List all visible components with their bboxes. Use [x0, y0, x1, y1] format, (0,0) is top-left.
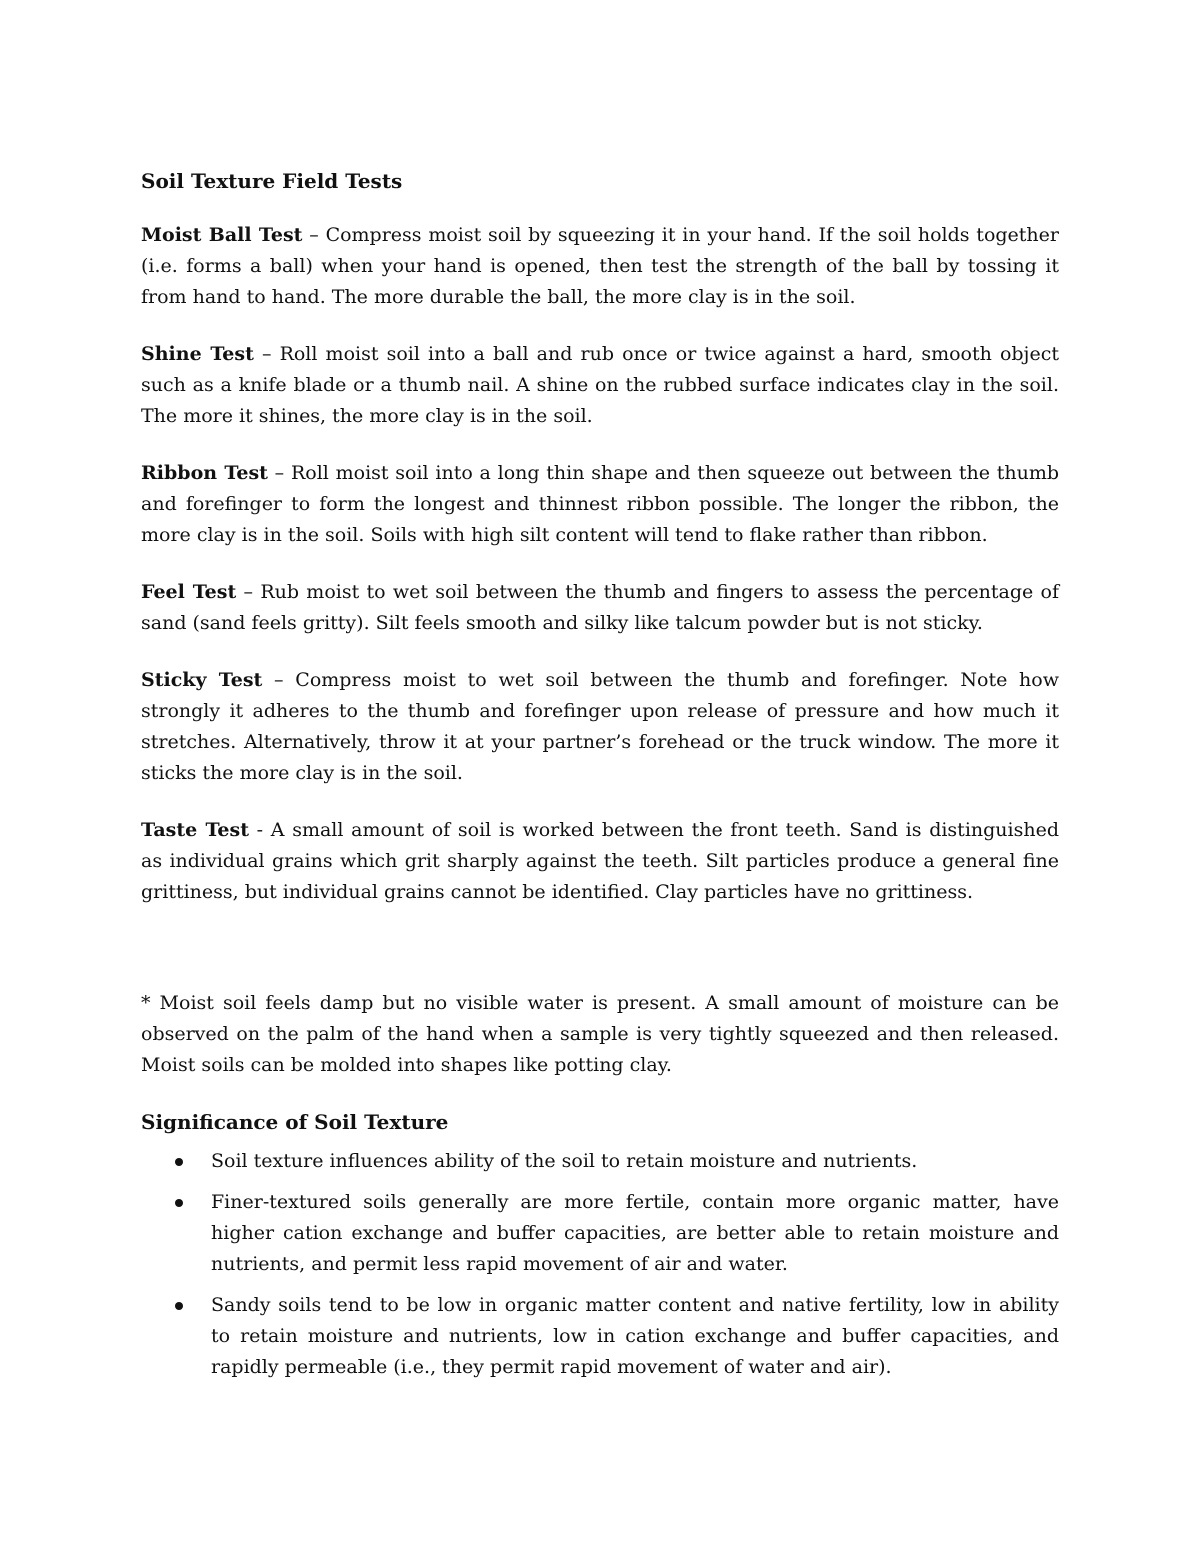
bullet-icon: [175, 1302, 183, 1310]
test-description: Roll moist soil into a long thin shape and then squeeze out between the thumb and forefinger to form the longest and thinnest ribbon possible. The longer the ribbon, the more clay is in the soil. Soils with high silt content will tend to flake rather than ribbon.: [141, 462, 1059, 546]
test-term: Shine Test: [141, 343, 254, 365]
moisture-footnote: * Moist soil feels damp but no visible water is present. A small amount of moisture can be observed on the palm of the hand when a sample is very tightly squeezed and then released. Moist soils can be molded into shapes like potting clay.: [141, 992, 1059, 1076]
test-description: Compress moist soil by squeezing it in your hand. If the soil holds together (i.e. forms a ball) when your hand is opened, then test the strength of the ball by tossing it from hand to hand. The more durable the ball, the more clay is in the soil.: [141, 224, 1059, 308]
list-item: [141, 1146, 1059, 1177]
test-description: Roll moist soil into a ball and rub once or twice against a hard, smooth object such as a knife blade or a thumb nail. A shine on the rubbed surface indicates clay in the soil. The more it shines, the more clay is in the soil.: [141, 343, 1059, 427]
test-paragraph-shine: [141, 339, 1059, 432]
test-separator: –: [267, 462, 291, 484]
test-separator: –: [236, 581, 261, 603]
test-paragraph-moist-ball: [141, 220, 1059, 313]
document-title: Soil Texture Field Tests: [141, 169, 403, 193]
list-item-text: Soil texture influences ability of the soil to retain moisture and nutrients.: [211, 1150, 918, 1172]
test-paragraph-ribbon: [141, 458, 1059, 551]
list-item-text: Finer-textured soils generally are more fertile, contain more organic matter, have higher cation exchange and buffer capacities, are better able to retain moisture and nutrients, and permit less rapid movement of air and water.: [211, 1191, 1059, 1275]
test-description: Rub moist to wet soil between the thumb and fingers to assess the percentage of sand (sand feels gritty). Silt feels smooth and silky like talcum powder but is not sticky.: [141, 581, 1059, 634]
document-page: [141, 166, 1059, 1393]
list-item-text: Sandy soils tend to be low in organic matter content and native fertility, low in ability to retain moisture and nutrients, low in cation exchange and buffer capacities, and rapidly permeable (i.e., they permit rapid movement of water and air).: [211, 1294, 1059, 1378]
test-separator: –: [302, 224, 326, 246]
test-term: Taste Test: [141, 819, 249, 841]
test-term: Sticky Test: [141, 669, 263, 691]
blank-space: [141, 934, 1059, 988]
test-separator: -: [248, 819, 271, 841]
test-separator: –: [253, 343, 280, 365]
bullet-icon: [175, 1199, 183, 1207]
test-term: Feel Test: [141, 581, 237, 603]
significance-heading: Significance of Soil Texture: [141, 1110, 449, 1134]
significance-list: [141, 1146, 1059, 1383]
test-paragraph-feel: [141, 577, 1059, 639]
test-paragraph-taste: [141, 815, 1059, 908]
bullet-icon: [175, 1158, 183, 1166]
list-item: [141, 1290, 1059, 1383]
test-term: Moist Ball Test: [141, 224, 303, 246]
list-item: [141, 1187, 1059, 1280]
test-term: Ribbon Test: [141, 462, 268, 484]
test-separator: –: [262, 669, 296, 691]
test-description: Compress moist to wet soil between the thumb and forefinger. Note how strongly it adheres to the thumb and forefinger upon release of pressure and how much it stretches. Alternatively, throw it at your partner’s forehead or the truck window. The more it sticks the more clay is in the soil.: [141, 669, 1059, 784]
test-description: A small amount of soil is worked between the front teeth. Sand is distinguished as individual grains which grit sharply against the teeth. Silt particles produce a general fine grittiness, but individual grains cannot be identified. Clay particles have no grittiness.: [141, 819, 1059, 903]
test-paragraph-sticky: [141, 665, 1059, 789]
